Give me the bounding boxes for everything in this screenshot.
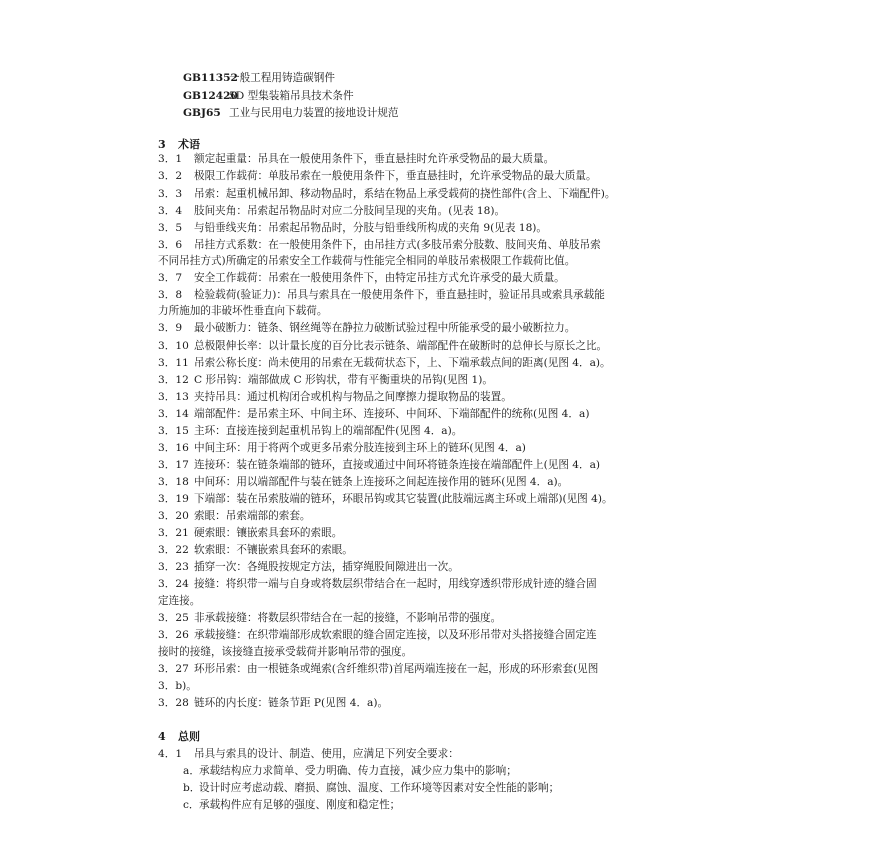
term-item [158,561,459,574]
term-text: 极限工作载荷：单肢吊索在一般使用条件下，垂直悬挂时，允许承受物品的最大质量。 [194,170,597,182]
term-item [158,322,575,335]
term-item [158,459,600,472]
term-text: 总极限伸长率：以计量长度的百分比表示链条、端部配件在破断时的总伸长与原长之比。 [194,340,608,352]
term-item [158,239,601,252]
term-number: 3．8 [158,289,183,301]
term-text: 与铅垂线夹角：吊索起吊物品时，分肢与铅垂线所构成的夹角 9(见表 18)。 [194,222,548,234]
term-number: 3．17 [158,459,189,471]
clause-item [158,748,459,761]
term-text: 最小破断力：链条、钢丝绳等在静拉力破断试验过程中所能承受的最小破断拉力。 [194,322,576,334]
term-text: 非承载接缝：将数层织带结合在一起的接缝，不影响吊带的强度。 [194,612,502,624]
term-number: 3．19 [158,493,189,505]
term-item [158,425,462,438]
subitem-label: c． [183,799,200,811]
term-text: 插穿一次：各绳股按规定方法，插穿绳股间隙进出一次。 [194,561,459,573]
term-text: 吊挂方式系数：在一般使用条件下，由吊挂方式(多肢吊索分肢数、肢间夹角、单肢吊索 [194,239,601,251]
term-number: 3．28 [158,697,189,709]
clause-number: 4．1 [158,748,183,760]
term-continuation: 接时的接缝，该接缝直接承受载荷并影响吊带的强度。 [158,646,413,658]
standard-ref [183,107,399,120]
section-title: 术语 [178,138,200,151]
clause-subitem [183,799,400,812]
term-text: 安全工作载荷：吊索在一般使用条件下，由特定吊挂方式允许承受的最大质量。 [194,272,565,284]
term-continuation: 3．b)。 [158,680,197,692]
subitem-text: 设计时应考虑动载、磨损、腐蚀、温度、工作环境等因素对安全性能的影响； [199,782,560,794]
term-number: 3．22 [158,544,189,556]
subitem-text: 承载结构应力求简单、受力明确、传力直接，减少应力集中的影响； [199,765,517,777]
standard-ref [183,72,335,85]
term-number: 3．15 [158,425,189,437]
term-item [158,357,611,370]
term-item [158,289,605,302]
section-title: 总则 [178,730,200,743]
term-item [158,578,597,591]
term-text: 主环：直接连接到起重机吊钩上的端部配件(见图 4．a)。 [194,425,463,437]
term-continuation: 不同吊挂方式)所确定的吊索安全工作载荷与性能完全相同的单肢吊索极限工作载荷比值。 [158,255,576,267]
term-number: 3．12 [158,374,189,386]
term-number: 3．14 [158,408,189,420]
section-number: 3 [158,138,166,151]
term-number: 3．4 [158,205,183,217]
standard-ref [183,90,354,103]
term-number: 3．7 [158,272,183,284]
section-heading [158,730,200,743]
term-item [158,442,526,455]
term-number: 3．9 [158,322,183,334]
clause-subitem [183,782,559,795]
term-item [158,374,493,387]
term-number: 3．24 [158,578,189,590]
clause-subitem [183,765,517,778]
term-item [158,510,311,523]
term-number: 3．1 [158,153,183,165]
term-number: 3．27 [158,663,189,675]
term-item [158,340,607,353]
term-number: 3．26 [158,629,189,641]
term-text: 检验载荷(验证力)：吊具与索具在一般使用条件下，垂直悬挂时，验证吊具或索具承载能 [194,289,605,301]
term-item [158,408,589,421]
term-item [158,663,598,676]
term-text: 夹持吊具：通过机构闭合或机构与物品之间摩擦力提取物品的装置。 [194,391,512,403]
term-text: 下端部：装在吊索肢端的链环，环眼吊钩或其它装置(此肢端远离主环或上端部)(见图 4)。 [194,493,613,505]
term-item [158,544,353,557]
term-number: 3．13 [158,391,189,403]
subitem-label: b． [183,782,201,794]
term-text: 吊索：起重机械吊卸、移动物品时，系结在物品上承受载荷的挠性部件(含上、下端配件)。 [194,188,616,200]
term-text: 连接环：装在链条端部的链环，直接或通过中间环将链条连接在端部配件上(见图 4．a) [194,459,601,471]
term-item [158,170,597,183]
term-text: 吊索公称长度：尚未使用的吊索在无载荷状态下，上、下端承载点间的距离(见图 4．a)。 [194,357,611,369]
term-item [158,391,512,404]
term-number: 3．21 [158,527,189,539]
standard-title: 工业与民用电力装置的接地设计规范 [229,107,399,119]
term-item [158,272,565,285]
term-text: 中间环：用以端部配件与装在链条上连接环之间起连接作用的链环(见图 4．a)。 [194,476,569,488]
term-text: 硬索眼：镶嵌索具套环的索眼。 [194,527,343,539]
term-number: 3．2 [158,170,183,182]
term-item [158,612,501,625]
term-item [158,493,613,506]
standard-code: GB11352 [183,72,238,84]
term-text: 链环的内长度：链条节距 P(见图 4．a)。 [194,697,389,709]
term-text: 索眼：吊索端部的索套。 [194,510,311,522]
term-item [158,629,597,642]
standard-title: 一般工程用铸造碳钢件 [229,72,335,84]
term-continuation: 力所施加的非破坏性垂直向下载荷。 [158,305,328,317]
subitem-label: a． [183,765,200,777]
term-item [158,697,388,710]
standard-code: GB12420 [183,90,238,102]
clause-text: 吊具与索具的设计、制造、使用，应满足下列安全要求： [194,748,459,760]
term-text: 中间主环：用于将两个或更多吊索分肢连接到主环上的链环(见图 4．a) [194,442,526,454]
term-number: 3．5 [158,222,183,234]
term-item [158,188,615,201]
term-text: 环形吊索：由一根链条或绳索(含纤维织带)首尾两端连接在一起，形成的环形索套(见图 [194,663,599,675]
term-continuation: 定连接。 [158,595,201,607]
term-number: 3．23 [158,561,189,573]
term-number: 3．3 [158,188,183,200]
term-number: 3．25 [158,612,189,624]
term-text: 软索眼：不镶嵌索具套环的索眼。 [194,544,353,556]
standard-code: GBJ65 [183,107,221,119]
term-item [158,476,568,489]
term-text: 端部配件：是吊索主环、中间主环、连接环、中间环、下端部配件的统称(见图 4．a) [194,408,590,420]
term-text: 额定起重量：吊具在一般使用条件下，垂直悬挂时允许承受物品的最大质量。 [194,153,555,165]
term-number: 3．18 [158,476,189,488]
term-number: 3．11 [158,357,189,369]
term-text: 肢间夹角：吊索起吊物品时对应二分肢间呈现的夹角。(见表 18)。 [194,205,506,217]
term-item [158,153,554,166]
term-number: 3．20 [158,510,189,522]
term-number: 3．16 [158,442,189,454]
subitem-text: 承载构件应有足够的强度、刚度和稳定性； [199,799,401,811]
term-number: 3．10 [158,340,189,352]
term-item [158,527,342,540]
standard-title: 5D 型集装箱吊具技术条件 [229,90,354,102]
term-item [158,222,547,235]
section-heading [158,138,200,151]
term-text: 接缝：将织带一端与自身或将数层织带结合在一起时，用线穿透织带形成针迹的缝合固 [194,578,597,590]
section-number: 4 [158,730,166,743]
term-text: C 形吊钩：端部做成 C 形钩状，带有平衡重块的吊钩(见图 1)。 [194,374,493,386]
term-item [158,205,505,218]
term-number: 3．6 [158,239,183,251]
term-text: 承载接缝：在织带端部形成软索眼的缝合固定连接，以及环形吊带对头搭接缝合固定连 [194,629,597,641]
